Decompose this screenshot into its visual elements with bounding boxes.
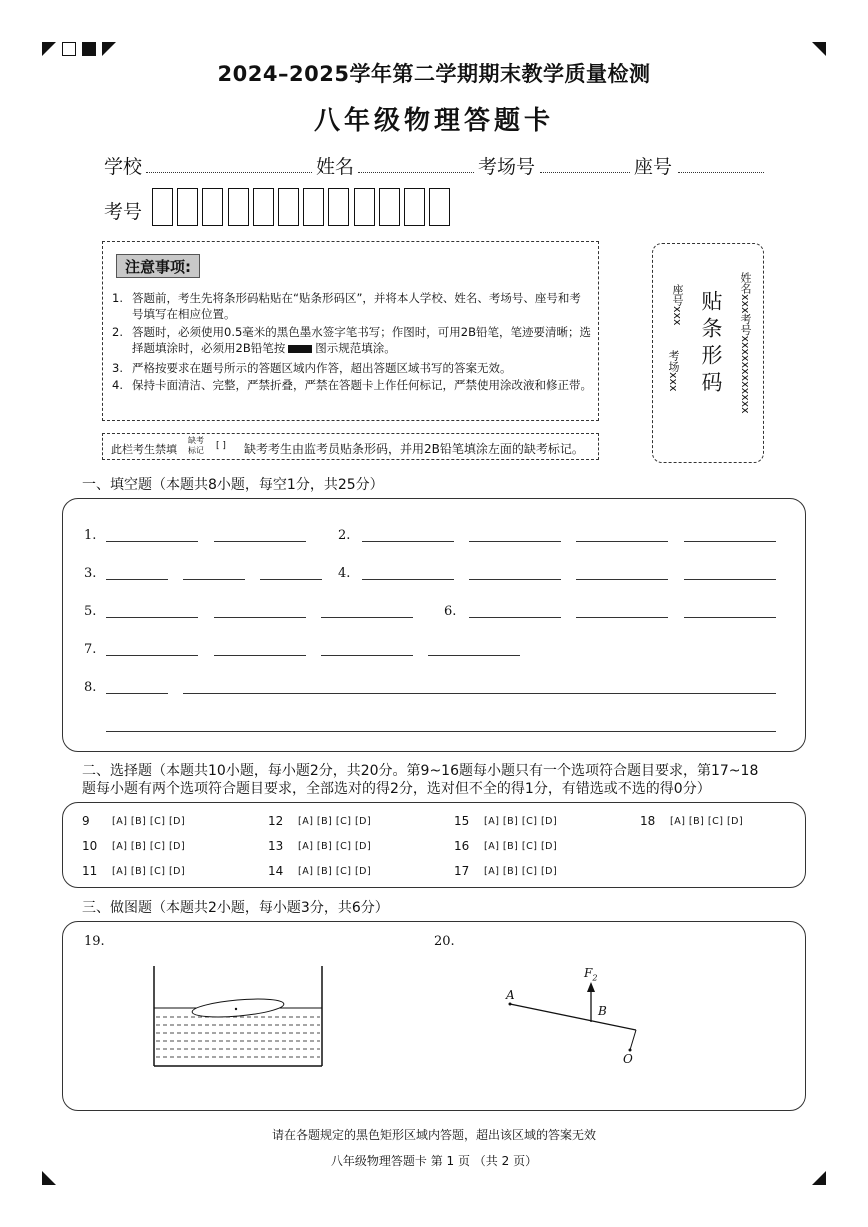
section-fill-title: 一、填空题（本题共8小题，每空1分，共25分） (82, 477, 384, 493)
footer-warning: 请在各题规定的黑色矩形区域内答题，超出该区域的答案无效 (271, 1128, 596, 1142)
fill-q1-num: 1. (84, 528, 97, 543)
answer-line[interactable] (684, 541, 776, 542)
exam-number-digit-box[interactable] (177, 188, 198, 226)
exam-number-digit-box[interactable] (253, 188, 274, 226)
corner-mark-top-right (812, 42, 826, 56)
lever-support (630, 1030, 636, 1050)
notice-text: 严格按要求在题号所示的答题区域内作答，超出答题区域书写的答案无效。 (132, 361, 512, 375)
answer-line[interactable] (214, 655, 306, 656)
choice-q16-num: 16 (454, 839, 470, 853)
answer-line[interactable] (106, 541, 198, 542)
choice-q16-options[interactable]: [A] [B] [C] [D] (484, 841, 558, 852)
choice-q15-num: 15 (454, 814, 470, 828)
choice-q14-options[interactable]: [A] [B] [C] [D] (298, 866, 372, 877)
section-choice-title-line2: 题每小题有两个选项符合题目要求，全部选对的得2分，选对但不全的得1分，有错选或不选的得0分） (82, 781, 711, 797)
fill-panel (62, 498, 806, 752)
registration-square-empty (62, 42, 76, 56)
section-choice-title-line1: 二、选择题（本题共10小题，每小题2分，共20分。第9~16题每小题只有一个选项符合题目要求，第17~18 (82, 763, 759, 779)
notice-num: 3. (112, 361, 123, 375)
barcode-title: 贴条形码 (699, 290, 723, 398)
label-b: B (598, 1004, 607, 1018)
choice-q11-options[interactable]: [A] [B] [C] [D] (112, 866, 186, 877)
choice-q12-options[interactable]: [A] [B] [C] [D] (298, 816, 372, 827)
notice-item-2 (112, 324, 592, 356)
beaker-figure[interactable] (150, 962, 326, 1070)
name-input[interactable] (358, 172, 474, 173)
answer-line[interactable] (469, 617, 561, 618)
absent-checkbox[interactable]: [ ] (216, 441, 226, 451)
answer-line[interactable] (183, 579, 245, 580)
answer-line[interactable] (469, 579, 561, 580)
exam-number-digit-box[interactable] (228, 188, 249, 226)
exam-number-digit-box[interactable] (202, 188, 223, 226)
choice-q9-num: 9 (82, 814, 90, 828)
footer-page: 八年级物理答题卡 第 1 页 （共 2 页） (330, 1154, 538, 1168)
label-force (584, 966, 597, 982)
answer-line[interactable] (362, 541, 454, 542)
answer-line[interactable] (214, 617, 306, 618)
notice-item-4 (112, 377, 592, 393)
answer-line[interactable] (321, 617, 413, 618)
choice-q17-options[interactable]: [A] [B] [C] [D] (484, 866, 558, 877)
notice-num: 2. (112, 325, 123, 339)
answer-line[interactable] (428, 655, 520, 656)
answer-line[interactable] (106, 617, 198, 618)
answer-line[interactable] (684, 617, 776, 618)
answer-line[interactable] (321, 655, 413, 656)
absent-mark-label-2: 标记 (188, 446, 204, 455)
notice-text (132, 324, 592, 356)
exam-number-digit-box[interactable] (379, 188, 400, 226)
answer-line[interactable] (362, 579, 454, 580)
school-input[interactable] (146, 172, 312, 173)
school-label: 学校 (104, 156, 143, 178)
exam-title: 2024–2025学年第二学期期末教学质量检测 (217, 62, 651, 86)
barcode-seat: 座号xxx (671, 284, 684, 326)
fill-q8-num: 8. (84, 680, 97, 695)
point-a (509, 1003, 512, 1006)
answer-line[interactable] (576, 579, 668, 580)
absent-text: 缺考考生由监考员贴条形码，并用2B铅笔填涂左面的缺考标记。 (244, 442, 584, 456)
choice-q10-options[interactable]: [A] [B] [C] [D] (112, 841, 186, 852)
exam-number-digit-box[interactable] (278, 188, 299, 226)
fill-q2-num: 2. (338, 528, 351, 543)
notice-text-a: 答题时，必须使用0.5毫米的黑色墨水签字笔书写；作图时，可用2B铅笔，笔迹要清晰；选择题填涂时，必须用2B铅笔按 (132, 325, 591, 355)
notice-num: 1. (112, 291, 123, 305)
corner-mark-bottom-left (42, 1171, 56, 1185)
object-center-point (235, 1008, 237, 1010)
exam-number-digit-box[interactable] (328, 188, 349, 226)
answer-line[interactable] (106, 655, 198, 656)
notice-text-b: 图示规范填涂。 (315, 341, 396, 355)
choice-q12-num: 12 (268, 814, 284, 828)
fill-q4-num: 4. (338, 566, 351, 581)
exam-number-digit-box[interactable] (152, 188, 173, 226)
notice-text: 答题前，考生先将条形码粘贴在“贴条形码区”，并将本人学校、姓名、考场号、座号和考号填写在相应位置。 (132, 291, 581, 321)
label-o: O (623, 1052, 633, 1066)
label-force-subscript: 2 (592, 973, 598, 983)
barcode-exam-room: 考场xxx (667, 350, 680, 392)
choice-q13-num: 13 (268, 839, 284, 853)
fill-q3-num: 3. (84, 566, 97, 581)
fill-q7-num: 7. (84, 642, 97, 657)
fill-q5-num: 5. (84, 604, 97, 619)
choice-q15-options[interactable]: [A] [B] [C] [D] (484, 816, 558, 827)
answer-line[interactable] (214, 541, 306, 542)
answer-line[interactable] (106, 693, 168, 694)
absent-mark-label-1: 缺考 (188, 436, 204, 445)
exam-number-digit-box[interactable] (303, 188, 324, 226)
corner-mark-bottom-right (812, 1171, 826, 1185)
notice-item-3 (112, 360, 592, 376)
answer-line[interactable] (469, 541, 561, 542)
notice-heading: 注意事项: (116, 254, 200, 278)
floating-object (191, 996, 284, 1020)
corner-mark-top-left (42, 42, 56, 56)
section-drawing-title: 三、做图题（本题共2小题，每小题3分，共6分） (82, 900, 389, 916)
notice-text: 保持卡面清洁、完整，严禁折叠，严禁在答题卡上作任何标记，严禁使用涂改液和修正带。 (132, 378, 592, 392)
choice-q14-num: 14 (268, 864, 284, 878)
choice-q18-options[interactable]: [A] [B] [C] [D] (670, 816, 744, 827)
absent-mark-label (188, 436, 204, 456)
answer-line[interactable] (106, 731, 776, 732)
drawing-q19-num: 19. (84, 934, 105, 949)
absent-label: 此栏考生禁填 (111, 443, 177, 456)
answer-line[interactable] (576, 541, 668, 542)
answer-line[interactable] (576, 617, 668, 618)
answer-line[interactable] (183, 693, 776, 694)
exam-number-digit-box[interactable] (429, 188, 450, 226)
registration-square-filled (82, 42, 96, 56)
exam-number-label: 考号 (104, 201, 143, 223)
choice-q10-num: 10 (82, 839, 98, 853)
exam-number-digit-box[interactable] (404, 188, 425, 226)
choice-q9-options[interactable]: [A] [B] [C] [D] (112, 816, 186, 827)
barcode-name-number: 姓名xxx考号xxxxxxxxxxxx (739, 272, 752, 414)
absent-row (102, 433, 599, 460)
choice-q17-num: 17 (454, 864, 470, 878)
name-label: 姓名 (316, 156, 355, 178)
label-force-letter: F (584, 966, 593, 980)
lever-bar (510, 1004, 636, 1030)
answer-line[interactable] (260, 579, 322, 580)
answer-line[interactable] (684, 579, 776, 580)
exam-room-input[interactable] (540, 172, 630, 173)
section-choice-title (82, 762, 822, 798)
liquid-hatching (156, 1017, 320, 1057)
seat-label: 座号 (634, 156, 673, 178)
choice-q11-num: 11 (82, 864, 98, 878)
answer-line[interactable] (106, 579, 168, 580)
notice-num: 4. (112, 378, 123, 392)
label-a: A (506, 988, 515, 1002)
choice-q18-num: 18 (640, 814, 656, 828)
choice-q13-options[interactable]: [A] [B] [C] [D] (298, 841, 372, 852)
exam-room-label: 考场号 (478, 156, 536, 178)
seat-input[interactable] (678, 172, 764, 173)
drawing-q20-num: 20. (434, 934, 455, 949)
fill-q6-num: 6. (444, 604, 457, 619)
fill-sample-block (288, 345, 312, 353)
notice-item-1 (112, 290, 592, 322)
force-arrow-head (587, 982, 595, 992)
exam-number-digit-box[interactable] (354, 188, 375, 226)
card-title: 八年级物理答题卡 (313, 106, 554, 136)
corner-mark-top-left-2 (102, 42, 116, 56)
